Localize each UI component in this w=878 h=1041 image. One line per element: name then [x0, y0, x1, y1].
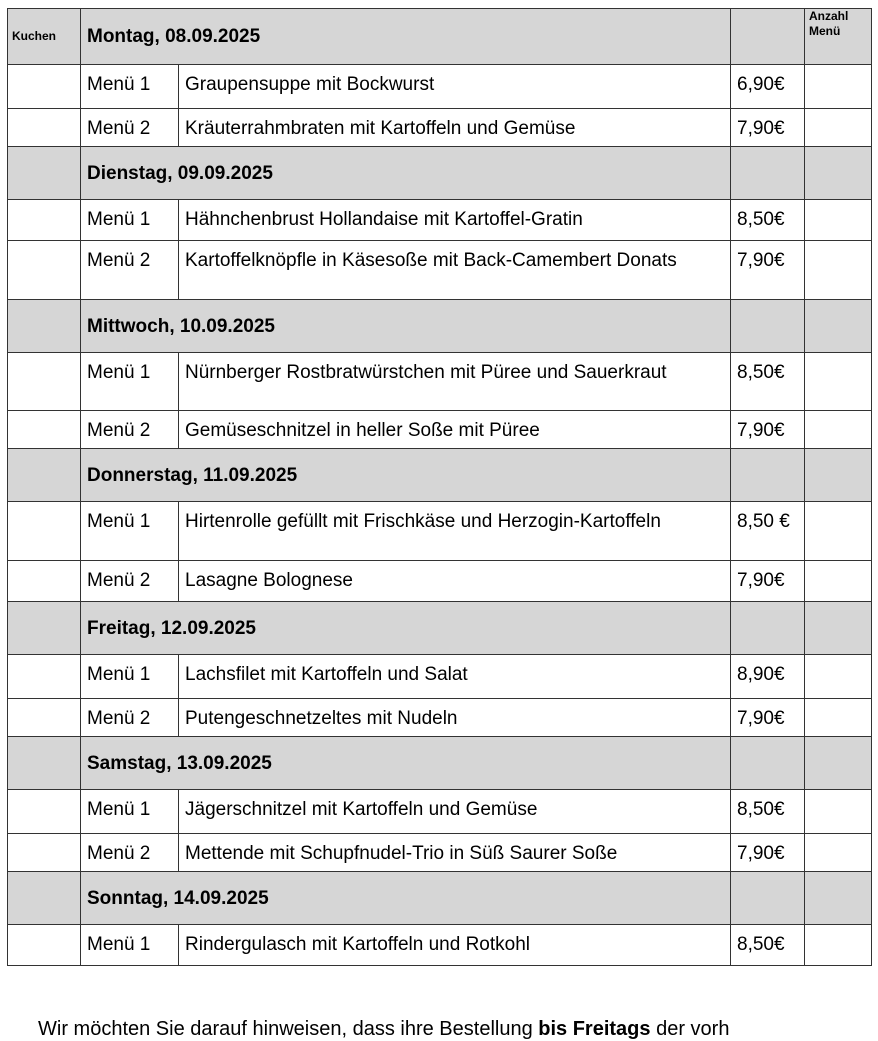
quantity-cell[interactable] — [805, 241, 872, 300]
kuchen-cell — [8, 449, 81, 502]
kuchen-cell[interactable] — [8, 834, 81, 872]
menu-number: Menü 1 — [81, 925, 179, 966]
price-cell — [731, 737, 805, 790]
price-cell — [731, 9, 805, 65]
kuchen-cell[interactable] — [8, 65, 81, 109]
menu-item-row — [8, 502, 872, 561]
day-label: Montag, 08.09.2025 — [81, 9, 731, 65]
price-cell — [731, 147, 805, 200]
dish-name: Graupensuppe mit Bockwurst — [179, 65, 731, 109]
quantity-cell[interactable] — [805, 502, 872, 561]
kuchen-cell — [8, 147, 81, 200]
anzahl-cell — [805, 449, 872, 502]
menu-item-row — [8, 241, 872, 300]
dish-name: Hähnchenbrust Hollandaise mit Kartoffel-Gratin — [179, 200, 731, 241]
dish-name: Lasagne Bolognese — [179, 561, 731, 602]
price: 8,50€ — [731, 790, 805, 834]
dish-name: Kartoffelknöpfle in Käsesoße mit Back-Camembert Donats — [179, 241, 731, 300]
quantity-cell[interactable] — [805, 925, 872, 966]
dish-name: Hirtenrolle gefüllt mit Frischkäse und Herzogin-Kartoffeln — [179, 502, 731, 561]
menu-item-row — [8, 834, 872, 872]
kuchen-cell[interactable] — [8, 109, 81, 147]
kuchen-cell[interactable] — [8, 925, 81, 966]
kuchen-header: Kuchen — [8, 9, 81, 65]
price: 8,50€ — [731, 925, 805, 966]
price: 7,90€ — [731, 561, 805, 602]
price-cell — [731, 602, 805, 655]
kuchen-cell[interactable] — [8, 699, 81, 737]
dish-name: Lachsfilet mit Kartoffeln und Salat — [179, 655, 731, 699]
order-notice-rest: der vorh — [650, 1018, 730, 1040]
kuchen-cell — [8, 872, 81, 925]
quantity-cell[interactable] — [805, 655, 872, 699]
menu-number: Menü 2 — [81, 834, 179, 872]
menu-number: Menü 1 — [81, 655, 179, 699]
price: 8,50 € — [731, 502, 805, 561]
menu-number: Menü 1 — [81, 353, 179, 411]
price-cell — [731, 449, 805, 502]
anzahl-header-line: Menü — [809, 24, 841, 38]
weekly-menu-table — [7, 8, 872, 966]
quantity-cell[interactable] — [805, 65, 872, 109]
menu-number: Menü 2 — [81, 241, 179, 300]
dish-name: Jägerschnitzel mit Kartoffeln und Gemüse — [179, 790, 731, 834]
menu-number: Menü 2 — [81, 699, 179, 737]
price: 7,90€ — [731, 411, 805, 449]
order-notice-text: Wir möchten Sie darauf hinweisen, dass ihre Bestellung — [38, 1018, 539, 1040]
day-row — [8, 602, 872, 655]
menu-table-body — [8, 9, 872, 966]
kuchen-cell[interactable] — [8, 200, 81, 241]
day-row — [8, 147, 872, 200]
menu-item-row — [8, 655, 872, 699]
day-label: Sonntag, 14.09.2025 — [81, 872, 731, 925]
anzahl-cell — [805, 147, 872, 200]
dish-name: Mettende mit Schupfnudel-Trio in Süß Saurer Soße — [179, 834, 731, 872]
menu-item-row — [8, 109, 872, 147]
price: 7,90€ — [731, 834, 805, 872]
menu-number: Menü 1 — [81, 790, 179, 834]
price: 7,90€ — [731, 699, 805, 737]
kuchen-cell[interactable] — [8, 561, 81, 602]
price: 6,90€ — [731, 65, 805, 109]
day-label: Dienstag, 09.09.2025 — [81, 147, 731, 200]
dish-name: Putengeschnetzeltes mit Nudeln — [179, 699, 731, 737]
kuchen-cell — [8, 737, 81, 790]
day-row — [8, 737, 872, 790]
kuchen-cell — [8, 602, 81, 655]
kuchen-cell[interactable] — [8, 502, 81, 561]
menu-number: Menü 2 — [81, 561, 179, 602]
menu-number: Menü 1 — [81, 65, 179, 109]
order-deadline: bis Freitags — [538, 1018, 651, 1040]
quantity-cell[interactable] — [805, 699, 872, 737]
day-row — [8, 9, 872, 65]
menu-item-row — [8, 790, 872, 834]
dish-name: Gemüseschnitzel in heller Soße mit Püree — [179, 411, 731, 449]
day-row — [8, 449, 872, 502]
menu-number: Menü 1 — [81, 502, 179, 561]
menu-item-row — [8, 200, 872, 241]
menu-number: Menü 2 — [81, 109, 179, 147]
kuchen-cell[interactable] — [8, 655, 81, 699]
dish-name: Kräuterrahmbraten mit Kartoffeln und Gemüse — [179, 109, 731, 147]
menu-item-row — [8, 699, 872, 737]
quantity-cell[interactable] — [805, 411, 872, 449]
kuchen-cell[interactable] — [8, 790, 81, 834]
quantity-cell[interactable] — [805, 200, 872, 241]
quantity-cell[interactable] — [805, 834, 872, 872]
menu-item-row — [8, 353, 872, 411]
anzahl-cell — [805, 737, 872, 790]
kuchen-cell[interactable] — [8, 411, 81, 449]
day-row — [8, 300, 872, 353]
price: 8,50€ — [731, 353, 805, 411]
kuchen-cell[interactable] — [8, 353, 81, 411]
quantity-cell[interactable] — [805, 353, 872, 411]
kuchen-cell[interactable] — [8, 241, 81, 300]
price: 8,50€ — [731, 200, 805, 241]
day-label: Donnerstag, 11.09.2025 — [81, 449, 731, 502]
menu-item-row — [8, 65, 872, 109]
anzahl-cell — [805, 872, 872, 925]
anzahl-cell — [805, 602, 872, 655]
anzahl-cell — [805, 300, 872, 353]
price: 7,90€ — [731, 241, 805, 300]
price: 8,90€ — [731, 655, 805, 699]
price-cell — [731, 300, 805, 353]
menu-item-row — [8, 925, 872, 966]
quantity-cell[interactable] — [805, 790, 872, 834]
dish-name: Rindergulasch mit Kartoffeln und Rotkohl — [179, 925, 731, 966]
menu-item-row — [8, 561, 872, 602]
kuchen-cell — [8, 300, 81, 353]
day-row — [8, 872, 872, 925]
menu-number: Menü 2 — [81, 411, 179, 449]
anzahl-menu-header — [805, 9, 872, 65]
day-label: Samstag, 13.09.2025 — [81, 737, 731, 790]
menu-item-row — [8, 411, 872, 449]
quantity-cell[interactable] — [805, 561, 872, 602]
dish-name: Nürnberger Rostbratwürstchen mit Püree und Sauerkraut — [179, 353, 731, 411]
anzahl-header-line: Anzahl — [809, 9, 849, 23]
quantity-cell[interactable] — [805, 109, 872, 147]
price-cell — [731, 872, 805, 925]
menu-number: Menü 1 — [81, 200, 179, 241]
day-label: Mittwoch, 10.09.2025 — [81, 300, 731, 353]
day-label: Freitag, 12.09.2025 — [81, 602, 731, 655]
price: 7,90€ — [731, 109, 805, 147]
